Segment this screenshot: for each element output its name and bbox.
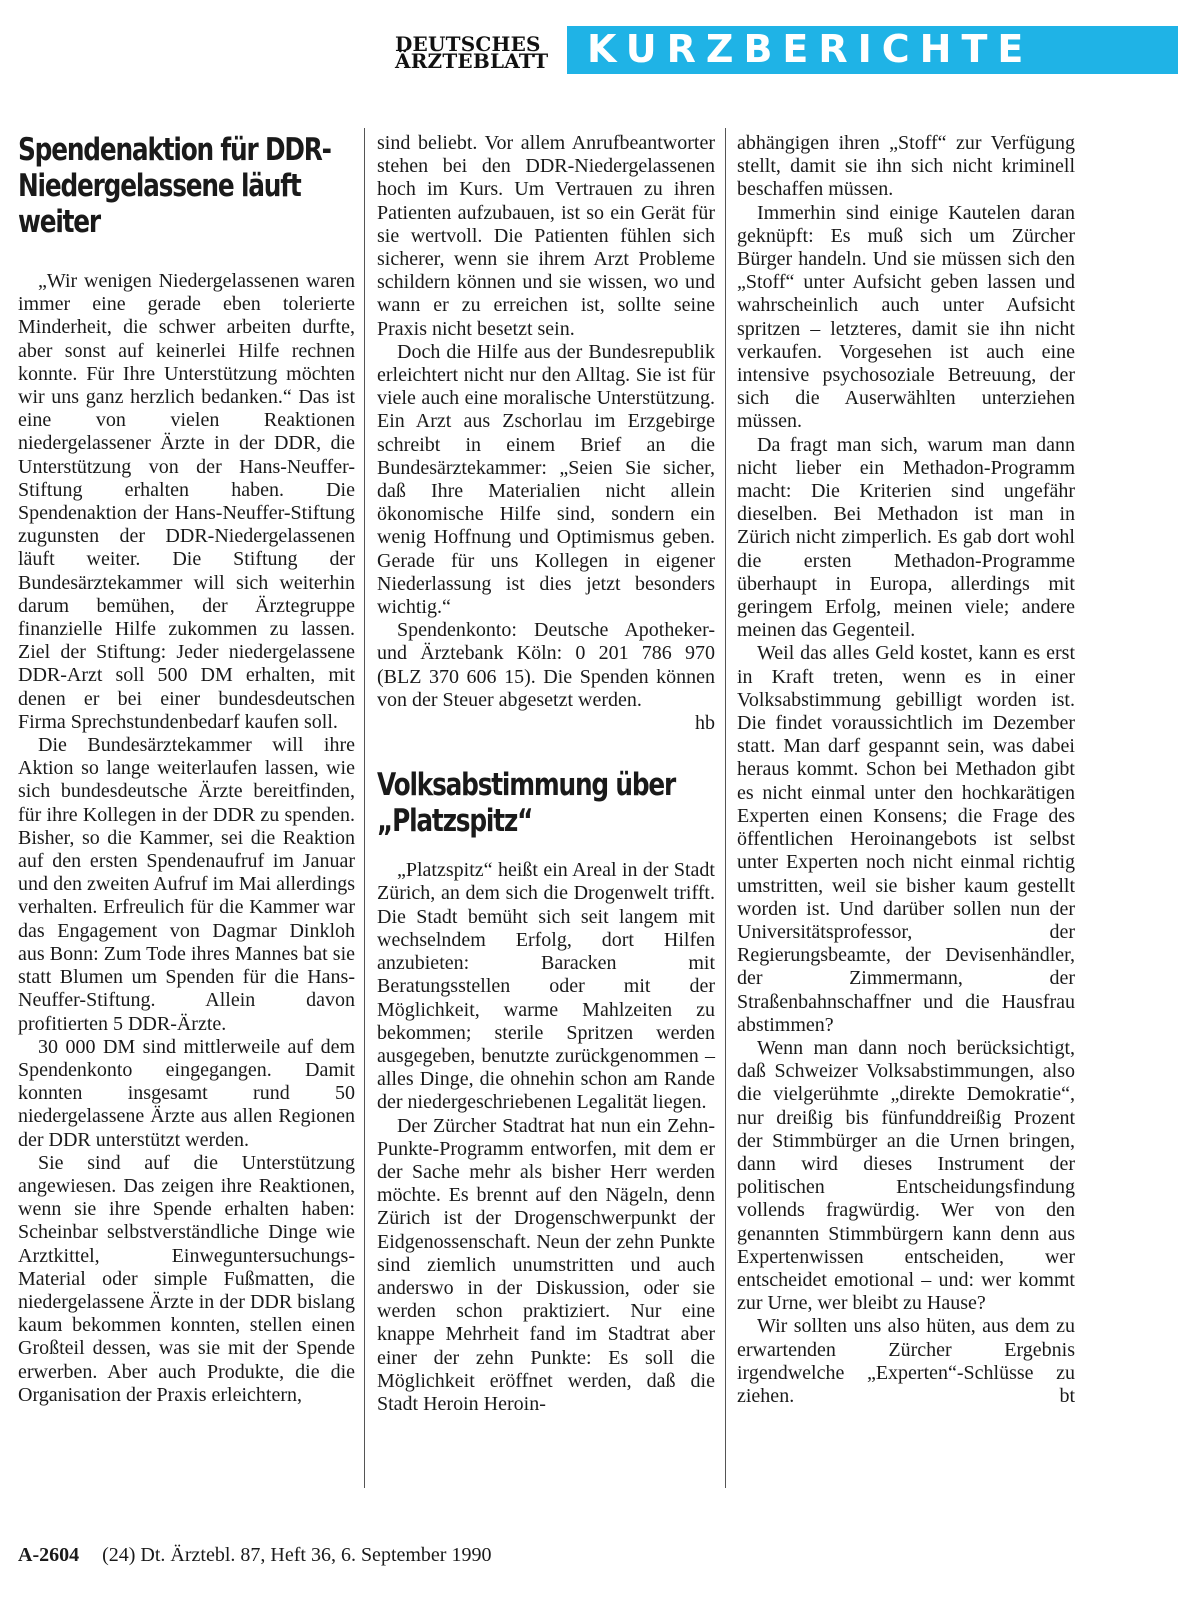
- article2-paragraph: Weil das alles Geld kostet, kann es erst in Kraft treten, wenn es in einer Volksabstimmung gebilligt worden ist. Die findet voraussichtlich im Dezember statt. Man darf gespannt sein, was dabei heraus kommt. Schon bei Methadon gibt es nicht einmal unter den hochkarätigen Experten einen Konsens; die Frage des öffentlichen Heroinangebots ist selbst unter Experten noch nicht einmal richtig umstritten, weil sie bisher kaum gestellt worden ist. Und darüber sollen nun der Universitätsprofessor, der Regierungsbeamte, der Devisenhändler, der Zimmermann, der Straßenbahnschaffner und die Hausfrau abstimmen?: [737, 642, 1075, 1036]
- section-title: KURZBERICHTE: [587, 27, 1034, 71]
- article1-paragraph: 30 000 DM sind mittlerweile auf dem Spendenkonto eingegangen. Damit konnten insgesamt rund 50 niedergelassene Ärzte aus allen Regionen der DDR unterstützt werden.: [18, 1035, 355, 1151]
- article2-headline: Volksabstimmung über „Platzspitz“: [377, 767, 676, 840]
- column-rule-2: [725, 128, 726, 1488]
- article1-paragraph: Doch die Hilfe aus der Bundesrepublik erleichtert nicht nur den Alltag. Sie ist für viele auch eine moralische Unterstützung. Ein Arzt aus Zschorlau im Erzgebirge schreibt in einem Brief an die Bundesärztekammer: „Seien Sie sicher, daß Ihre Materialien nicht allein ökonomische Hilfe sind, sondern ein wenig Hoffnung und Optimismus geben. Gerade für uns Kollegen in eigener Niederlassung ist dies jetzt besonders wichtig.“: [377, 340, 715, 619]
- journal-logo: [395, 32, 549, 73]
- article1-headline: Spendenaktion für DDR-Niedergelassene läuft weiter: [18, 132, 331, 240]
- masthead: [395, 20, 1178, 78]
- article2-closing-text: Wir sollten uns also hüten, aus dem zu erwartenden Zürcher Ergebnis irgendwelche „Experten“-Schlüsse zu ziehen.: [737, 1315, 1075, 1407]
- page-footer: [18, 1543, 491, 1567]
- article1-paragraph: Die Bundesärztekammer will ihre Aktion so lange weiterlaufen lassen, wie sich bundesdeutsche Ärzte bereitfinden, für ihre Kollegen in der DDR zu spenden. Bisher, so die Kammer, sei die Reaktion auf den ersten Spendenaufruf im Januar und den zweiten Aufruf im Mai allerdings verhalten. Erfreulich für die Kammer war das Engagement von Dagmar Dinkloh aus Bonn: Zum Tode ihres Mannes bat sie statt Blumen um Spenden für die Hans-Neuffer-Stiftung. Allein davon profitierten 5 DDR-Ärzte.: [18, 734, 355, 1035]
- article2-signature: bt: [1059, 1384, 1075, 1407]
- article2-paragraph-continued: Der Zürcher Stadtrat hat nun ein Zehn-Punkte-Programm entworfen, mit dem er der Sache mehr als bisher Herr werden möchte. Es brennt auf den Nägeln, denn Zürich ist der Drogenschwerpunkt der Eidgenossenschaft. Neun der zehn Punkte sind ziemlich unumstritten und auch anderswo in der Diskussion, oder sie werden schon praktiziert. Nur eine knappe Mehrheit fand im Stadtrat aber einer der zehn Punkte: Es soll die Möglichkeit eröffnet werden, daß die Stadt Heroin Heroin-: [377, 1114, 715, 1415]
- journal-logo-line2: ÄRZTEBLATT: [395, 49, 549, 73]
- column-2: [377, 132, 715, 1416]
- section-banner: [567, 26, 1178, 74]
- column-rule-1: [364, 128, 365, 1488]
- article1-paragraph: „Wir wenigen Niedergelassenen waren immer eine gerade eben tolerierte Minderheit, die schwer arbeiten durfte, aber sonst auf keinerlei Hilfe rechnen konnte. Für Ihre Unterstützung möchten wir uns ganz herzlich bedanken.“ Das ist eine von vielen Reaktionen niedergelassener Ärzte in der DDR, die Unterstützung von der Hans-Neuffer-Stiftung erhalten haben. Die Spendenaktion der Hans-Neuffer-Stiftung zugunsten der DDR-Niedergelassenen läuft weiter. Die Stiftung der Bundesärztekammer will sich weiterhin darum bemühen, der Ärztegruppe finanzielle Hilfe zukommen zu lassen. Ziel der Stiftung: Jeder niedergelassene DDR-Arzt soll 500 DM erhalten, mit denen er bei einer bundesdeutschen Firma Sprechstundenbedarf kaufen soll.: [18, 270, 355, 733]
- article2-paragraph: „Platzspitz“ heißt ein Areal in der Stadt Zürich, an dem sich die Drogenwelt trifft. Die Stadt bemüht sich seit langem mit wechselndem Erfolg, dort Hilfen anzubieten: Baracken mit Beratungsstellen oder mit der Möglichkeit, warme Mahlzeiten zu bekommen; sterile Spritzen werden ausgegeben, benutzte zurückgenommen – alles Dinge, die ohnehin schon am Rande der niedergeschriebenen Legalität liegen.: [377, 859, 715, 1114]
- column-1: [18, 128, 355, 1407]
- citation: (24) Dt. Ärztebl. 87, Heft 36, 6. September 1990: [102, 1544, 492, 1566]
- article2-paragraph: Wenn man dann noch berücksichtigt, daß Schweizer Volksabstimmungen, also die vielgerühmte „direkte Demokratie“, nur dreißig bis fünfunddreißig Prozent der Stimmbürger an die Urnen bringen, dann wird dieses Instrument der politischen Entscheidungsfindung vollends fragwürdig. Wer von den genannten Stimmbürgern kann denn aus Expertenwissen entscheiden, wer entscheidet emotional – und: wer kommt zur Urne, wer bleibt zu Hause?: [737, 1036, 1075, 1315]
- column-3: [737, 132, 1075, 1408]
- article2-paragraph: [737, 1315, 1075, 1408]
- article1-paragraph-continuation: sind beliebt. Vor allem Anrufbeantworter stehen bei den DDR-Niedergelassenen hoch im Kurs. Um Vertrauen zu ihren Patienten aufzubauen, ist so ein Gerät für sie wertvoll. Die Patienten fühlen sich sicherer, wenn sie ihrem Arzt Probleme schildern können und sie wissen, wo und wann er zu erreichen ist, sollte seine Praxis nicht besetzt sein.: [377, 132, 715, 340]
- article1-signature: hb: [695, 712, 715, 735]
- page-number: A-2604: [18, 1544, 80, 1566]
- journal-logo-line1: DEUTSCHES: [395, 32, 541, 56]
- article2-paragraph: Da fragt man sich, warum man dann nicht lieber ein Methadon-Programm macht: Die Kriterien sind ungefähr dieselben. Bei Methadon ist man in Zürich nicht zimperlich. Es gab dort wohl die ersten Methadon-Programme überhaupt in Europa, allerdings mit geringem Erfolg, meinen viele; andere meinen das Gegenteil.: [737, 433, 1075, 642]
- article1-signature-row: [377, 712, 715, 735]
- article2-paragraph-continuation: abhängigen ihren „Stoff“ zur Verfügung stellt, damit sie ihn sich nicht kriminell beschaffen müssen.: [737, 132, 1075, 201]
- article2-paragraph: Immerhin sind einige Kautelen daran geknüpft: Es muß sich um Zürcher Bürger handeln. Und sie müssen sich den „Stoff“ unter Aufsicht geben lassen und wahrscheinlich auch unter Aufsicht spritzen – letzteres, damit sie ihn nicht verkaufen. Vorgesehen ist auch eine intensive psychosoziale Betreuung, der sich die Auserwählten unterziehen müssen.: [737, 201, 1075, 433]
- article1-paragraph-continued: Sie sind auf die Unterstützung angewiesen. Das zeigen ihre Reaktionen, wenn sie ihre Spende erhalten haben: Scheinbar selbstverständliche Dinge wie Arztkittel, Einweguntersuchungs-Material oder simple Fußmatten, die niedergelassene Ärzte in der DDR bislang kaum bekommen konnten, stellen einen Großteil dessen, was sie mit der Spende erwerben. Aber auch Produkte, die die Organisation der Praxis erleichtern,: [18, 1151, 355, 1406]
- article1-bank-account: Spendenkonto: Deutsche Apotheker- und Ärztebank Köln: 0 201 786 970 (BLZ 370 606 15). Die Spenden können von der Steuer abgesetzt werden.: [377, 619, 715, 711]
